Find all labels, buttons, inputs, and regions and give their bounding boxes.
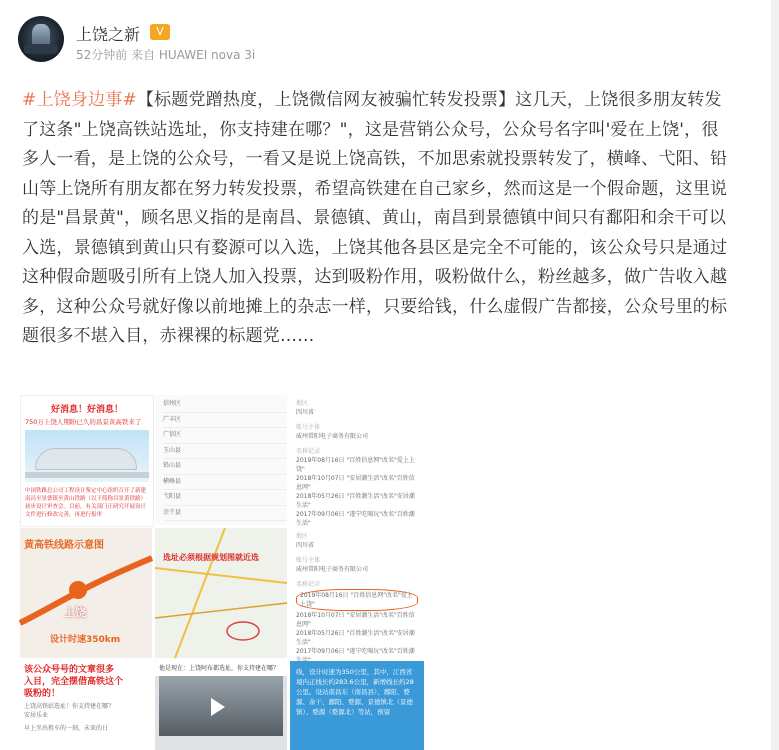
img6-label: 名称记录 <box>296 581 321 588</box>
img7-line: 早上坐出租车的一刻，未来的日 <box>24 725 109 732</box>
img3-region: 四川省 <box>296 409 315 416</box>
img3-history: 2017年09月06日 "遂宁吃喝玩"改名"百姓潮生活" <box>296 511 415 527</box>
img9-text: 线，设计时速为350公里，其中，江西省境内正线长约283.6公里，新增线长约28公里。设站南昌东（南昌县）、鄱阳、婺源、余干、鄱阳、婺源、景德镇北（景德镇）、婺源（婺源北）等站，预留 <box>296 668 414 716</box>
img6-label: 地区 <box>296 533 309 540</box>
img3-entity: 威州常阳电子商务有限公司 <box>296 433 369 440</box>
county-item: 横峰县 <box>163 475 287 491</box>
image-thumb-7[interactable] <box>20 661 152 750</box>
image-thumb-5[interactable] <box>155 528 287 658</box>
image-thumb-4[interactable] <box>20 528 152 658</box>
img3-label: 账号主体 <box>296 424 321 431</box>
img3-history: 2018年05月26日 "百姓潮生活"改名"安居潮生活" <box>296 493 415 509</box>
img6-history: 2017年09月06日 "遂宁吃喝玩"改名"百姓潮 <box>296 648 415 655</box>
img6-label: 账号主体 <box>296 557 321 564</box>
image-thumb-6[interactable] <box>290 528 424 658</box>
img3-label: 地区 <box>296 400 309 407</box>
image-thumb-2[interactable] <box>155 395 287 525</box>
county-item: 信州区 <box>163 397 287 413</box>
img7-line: 该公众号号的文章很多 <box>24 665 115 675</box>
hashtag-link[interactable]: #上饶身边事# <box>22 90 137 110</box>
img3-history: 2018年10月07日 "安居潮生活"改名"百姓信息网" <box>296 475 415 491</box>
img6-entity: 威州常阳电子商务有限公司 <box>296 566 369 573</box>
img1-caption: 中国铁路总公司工程设计鉴定中心组织召开了新建南昌至景德镇至黄山铁路（以下简称昌景黄铁路）初步设计审查会。目前，有关部门正研究开展设计文件进行修改完善，再进行报审 <box>25 488 147 518</box>
post-meta: 52分钟前 来自 HUAWEI nova 3i <box>76 48 256 62</box>
county-item: 广信区 <box>163 428 287 444</box>
avatar[interactable] <box>18 16 64 62</box>
county-item: 弋阳县 <box>163 490 287 506</box>
img3-history: 2019年08月16日 "百姓信息网"改名"爱上上饶" <box>296 457 415 473</box>
map-icon <box>155 528 287 658</box>
img4-city: 上饶 <box>64 606 86 619</box>
img5-title: 选址必须根据规划图就近选 <box>163 553 259 562</box>
image-thumb-3[interactable] <box>290 395 424 525</box>
county-item: 广丰区 <box>163 413 287 429</box>
station-illustration-icon <box>25 430 149 482</box>
post-header <box>18 16 758 66</box>
img6-history-highlight: 2019年08月16日 "百姓信息网"改名"爱上上饶" <box>296 589 418 611</box>
post-body: 【标题党蹭热度，上饶微信网友被骗忙转发投票】这几天，上饶很多朋友转发了这条"上饶高铁站选址，你支持建在哪？"，这是营销公众号，公众号名字叫'爱在上饶'，很多人一看，是上饶的公众号，一看又是说上饶高铁，不加思索就投票转发了，横峰、弋阳、铅山等上饶所有朋友都在努力转发投票，希望高铁建在自己家乡，然而这是一个假命题，这里说的是"昌景黄"，顾名思义指的是南昌、景德镇、黄山，南昌到景德镇中间只有鄱阳和余干可以入选，景德镇到黄山只有婺源可以入选，上饶其他各县区是完全不可能的，该公众号只是通过这种假命题吸引所有上饶人加入投票，达到吸粉作用，吸粉做什么，粉丝越多，做广告收入越多，这种公众号就好像以前地摊上的杂志一样，只要给钱，什么虚假广告都接，公众号里的标题很多不堪入目，赤裸裸的标题党…… <box>22 90 728 346</box>
img1-headline: 好消息！好消息！ <box>51 405 124 415</box>
post-text <box>22 86 734 352</box>
image-thumb-1[interactable] <box>20 395 154 527</box>
image-thumb-8[interactable] <box>155 661 287 750</box>
img1-line: 750万上饶人期盼已久的昌景黄高铁来了 <box>25 418 142 426</box>
image-thumb-9[interactable] <box>290 661 424 750</box>
img4-title: 黄高铁线路示意图 <box>24 540 104 551</box>
county-item: 余干县 <box>163 506 287 522</box>
img8-title: 他是现在：上饶阿布都选址，你支持建在哪？ <box>155 661 287 676</box>
img7-line: 上饶高铁站选址！你支持建在哪？ <box>24 703 115 710</box>
img6-region: 四川省 <box>296 542 315 549</box>
vip-badge-icon: V <box>150 24 170 40</box>
author-name[interactable]: 上饶之新 <box>76 25 141 44</box>
img4-speed: 设计时速350km <box>50 635 121 645</box>
img6-history: 2018年10月07日 "安居潮生活"改名"百姓信息网" <box>296 612 415 628</box>
video-thumbnail-icon <box>159 676 283 736</box>
img7-line: 入目，完全摆借高铁这个 <box>24 677 124 687</box>
county-item: 铅山县 <box>163 459 287 475</box>
img7-line: 安居乐业 <box>24 712 49 719</box>
county-item: 玉山县 <box>163 444 287 460</box>
scrollbar[interactable] <box>771 0 779 750</box>
img6-history: 2018年05月26日 "百姓潮生活"改名"安居潮生活" <box>296 630 415 646</box>
img3-label: 名称记录 <box>296 448 321 455</box>
img7-line: 吸粉的！ <box>24 689 61 699</box>
